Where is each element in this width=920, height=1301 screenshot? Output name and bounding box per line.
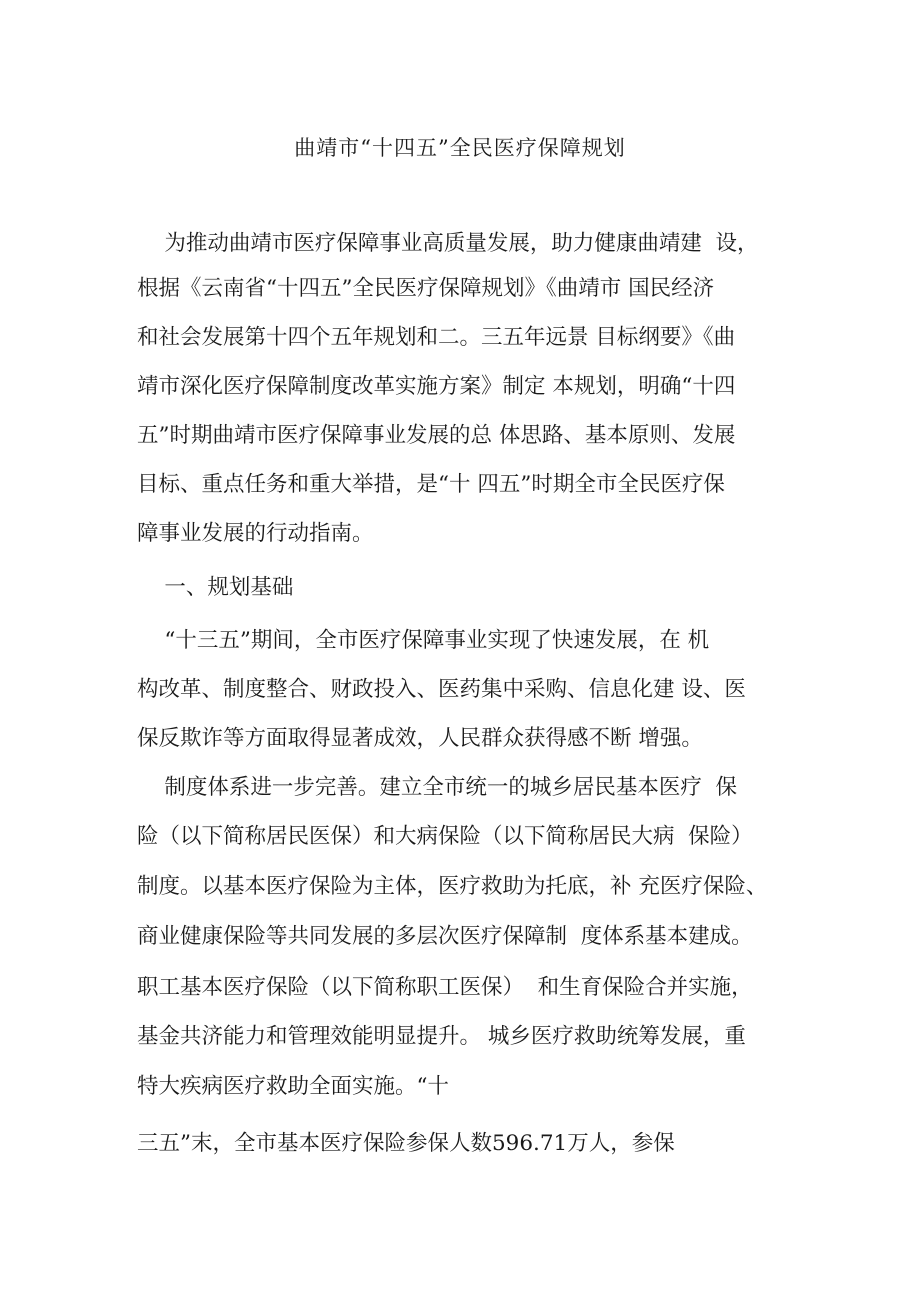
body-line: 和社会发展第十四个五年规划和二。三五年远景 目标纲要》《曲 bbox=[137, 325, 736, 350]
body-line: 根据《云南省“十四五”全民医疗保障规划》《曲靖市 国民经济 bbox=[137, 276, 715, 301]
section-heading: 一、规划基础 bbox=[137, 575, 294, 600]
body-line: 三五”末，全市基本医疗保险参保人数596.71万人，参保 bbox=[137, 1131, 675, 1156]
body-line: 险（以下简称居民医保）和大病保险（以下简称居民大病 保险） bbox=[137, 824, 753, 849]
document-title: 曲靖市“十四五”全民医疗保障规划 bbox=[294, 136, 626, 160]
body-line: 障事业发展的行动指南。 bbox=[137, 521, 374, 546]
body-line: 靖市深化医疗保障制度改革实施方案》制定 本规划，明确“十四 bbox=[137, 374, 736, 399]
body-line: “十三五”期间，全市医疗保障事业实现了快速发展，在 机 bbox=[137, 628, 710, 653]
body-line: 五”时期曲靖市医疗保障事业发展的总 体思路、基本原则、发展 bbox=[137, 423, 736, 448]
body-line: 职工基本医疗保险（以下简称职工医保） 和生育保险合并实施， bbox=[137, 975, 753, 1000]
body-line: 基金共济能力和管理效能明显提升。 城乡医疗救助统筹发展，重 bbox=[137, 1024, 746, 1049]
body-line: 制度。以基本医疗保险为主体，医疗救助为托底，补 充医疗保险、 bbox=[137, 874, 768, 899]
body-line: 为推动曲靖市医疗保障事业高质量发展，助力健康曲靖建 设， bbox=[137, 231, 759, 256]
body-line: 特大疾病医疗救助全面实施。“十 bbox=[137, 1074, 449, 1099]
body-line: 制度体系进一步完善。建立全市统一的城乡居民基本医疗 保 bbox=[137, 775, 738, 800]
body-line: 保反欺诈等方面取得显著成效，人民群众获得感不断 增强。 bbox=[137, 726, 703, 751]
body-line: 目标、重点任务和重大举措，是“十 四五”时期全市全民医疗保 bbox=[137, 472, 725, 497]
body-line: 商业健康保险等共同发展的多层次医疗保障制 度体系基本建成。 bbox=[137, 924, 753, 949]
body-line: 构改革、制度整合、财政投入、医药集中采购、信息化建 设、医 bbox=[137, 677, 746, 702]
